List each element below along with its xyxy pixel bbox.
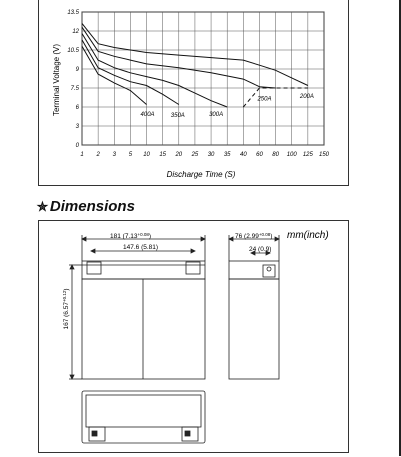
- x-tick-label: 150: [318, 152, 330, 158]
- x-tick-label: 10: [143, 152, 150, 158]
- front-view: [69, 235, 205, 379]
- x-tick-label: 20: [175, 152, 183, 158]
- top-view: [82, 391, 205, 443]
- x-tick-label: 1: [80, 152, 84, 158]
- x-tick-label: 15: [159, 152, 167, 158]
- front-width-dimension: 181 $(7.13^{+0.08})$: [110, 232, 152, 240]
- series-annotation: 200A: [299, 94, 314, 101]
- terminal-spacing-dimension: 147.6 (5.81): [123, 244, 159, 251]
- chart-grid: [82, 12, 324, 145]
- y-tick-label: 12: [72, 29, 79, 35]
- series-annotation: 400A: [140, 111, 155, 118]
- x-tick-label: 25: [191, 152, 199, 158]
- x-tick-label: 100: [286, 152, 297, 158]
- x-tick-label: 35: [223, 152, 231, 158]
- x-tick-label: 3: [112, 152, 116, 158]
- section-title: Dimensions: [49, 198, 135, 215]
- x-tick-label: 40: [239, 152, 247, 158]
- series-annotation: 250A: [257, 96, 272, 103]
- x-tick-label: 5: [128, 152, 133, 158]
- x-axis-label: Discharge Time (S): [166, 170, 236, 179]
- unit-label: mm(inch): [287, 230, 329, 241]
- star-icon: ✮: [37, 199, 48, 214]
- side-view: [229, 235, 279, 379]
- section-heading: [37, 198, 135, 215]
- y-tick-label: 13.5: [67, 10, 79, 16]
- dimensions-drawing-panel: [38, 220, 349, 453]
- y-tick-label: 0: [75, 143, 79, 149]
- x-tick-label: 60: [256, 152, 263, 158]
- plot-frame: [82, 12, 324, 145]
- x-tick-label: 80: [272, 152, 279, 158]
- y-tick-label: 7.5: [70, 86, 79, 92]
- y-axis-label: Terminal Voltage (V): [52, 43, 61, 117]
- y-tick-label: 6: [75, 105, 79, 111]
- x-tick-label: 125: [302, 152, 313, 158]
- x-tick-label: 2: [96, 152, 100, 158]
- discharge-chart-panel: [38, 0, 349, 186]
- height-dimension: 167 $(6.57^{+0.12})$: [62, 288, 70, 330]
- chart-labels: [67, 10, 329, 158]
- y-tick-label: 3: [75, 124, 79, 130]
- side-width-dimension: 76 $(2.99^{+0.08})$: [235, 232, 273, 240]
- x-tick-label: 30: [207, 152, 215, 158]
- series-annotation: 300A: [209, 111, 224, 118]
- dimensions-drawing: [39, 221, 348, 452]
- y-tick-label: 10.5: [67, 48, 79, 54]
- y-tick-label: 9: [75, 67, 79, 73]
- discharge-chart: [39, 0, 348, 185]
- series-annotation: 350A: [170, 113, 185, 120]
- terminal-offset-dimension: 24 (0.9): [249, 246, 272, 253]
